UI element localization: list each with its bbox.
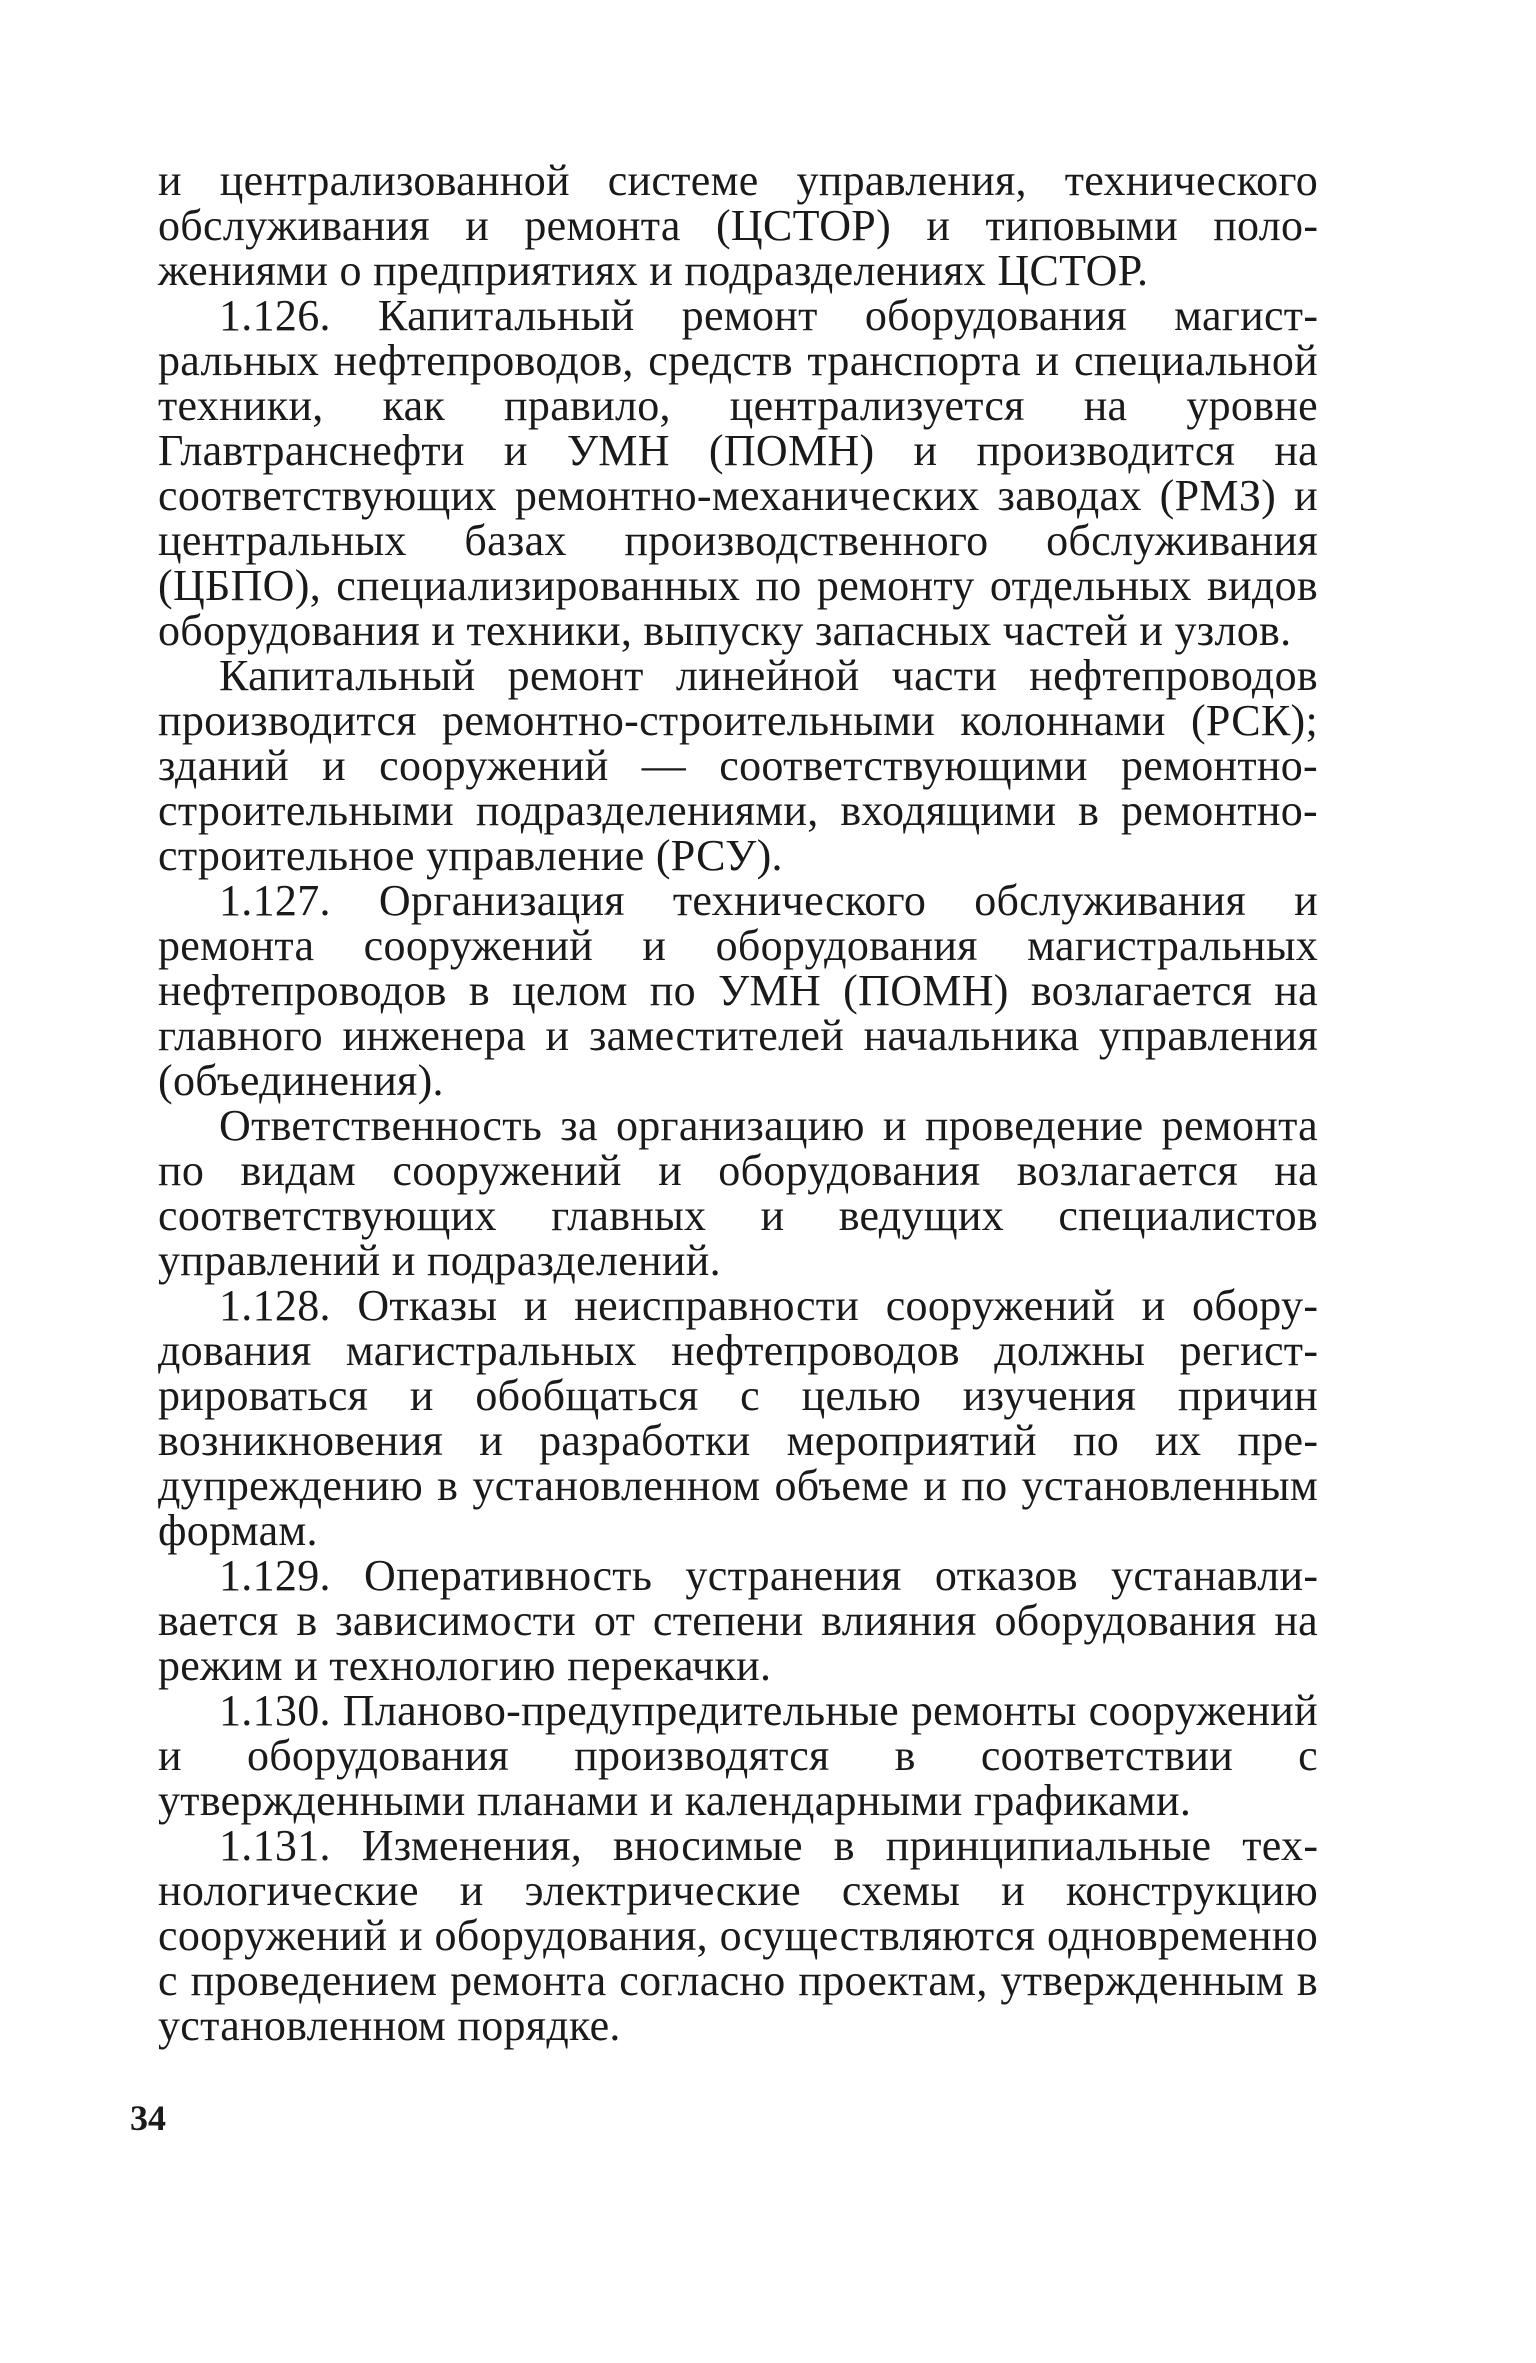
paragraph-1-130: 1.130. Планово-предупредительные ремонты сооружений и оборудования производятся в соответствии с утвержденными планами и календарными графиками. [158, 1686, 1318, 1825]
body-text [158, 158, 1318, 2048]
paragraph-1-128: 1.128. Отказы и неисправности сооружений и оборудования магистральных нефтепроводов должны регистрироваться и обобщаться с целью изучения причин возникновения и разработки мероприятий по их предупреждению в установленном объеме и по установленным формам. [158, 1281, 1318, 1555]
paragraph-capital-repair-linear: Капитальный ремонт линейной части нефтепроводов производится ремонтно-строительными колоннами (РСК); зданий и сооружений — соответствующими ремонтно-строительными подразделениями, входящими в ремонтно-строительное управление (РСУ). [158, 651, 1318, 880]
paragraph-continuation: и централизованной системе управления, технического обслуживания и ремонта (ЦСТОР) и типовыми положениями о предприятиях и подразделениях ЦСТОР. [158, 156, 1318, 295]
paragraph-1-126: 1.126. Капитальный ремонт оборудования магистральных нефтепроводов, средств транспорта и специальной техники, как правило, централизуется на уровне Главтранснефти и УМН (ПОМН) и производится на соответствующих ремонтно-механических заводах (РМЗ) и центральных базах производственного обслуживания (ЦБПО), специализированных по ремонту отдельных видов оборудования и техники, выпуску запасных частей и узлов. [158, 291, 1318, 655]
page-number: 34 [130, 2098, 166, 2138]
paragraph-responsibility: Ответственность за организацию и проведение ремонта по видам сооружений и оборудования возлагается на соответствующих главных и ведущих специалистов управлений и подразделений. [158, 1101, 1318, 1285]
paragraph-1-131: 1.131. Изменения, вносимые в принципиальные технологические и электрические схемы и конструкцию сооружений и оборудования, осуществляются одновременно с проведением ремонта согласно проектам, утвержденным в установленном порядке. [158, 1821, 1318, 2050]
paragraph-1-129: 1.129. Оперативность устранения отказов устанавливается в зависимости от степени влияния оборудования на режим и технологию перекачки. [158, 1551, 1318, 1690]
paragraph-1-127: 1.127. Организация технического обслуживания и ремонта сооружений и оборудования магистральных нефтепроводов в целом по УМН (ПОМН) возлагается на главного инженера и заместителей начальника управления (объединения). [158, 876, 1318, 1105]
